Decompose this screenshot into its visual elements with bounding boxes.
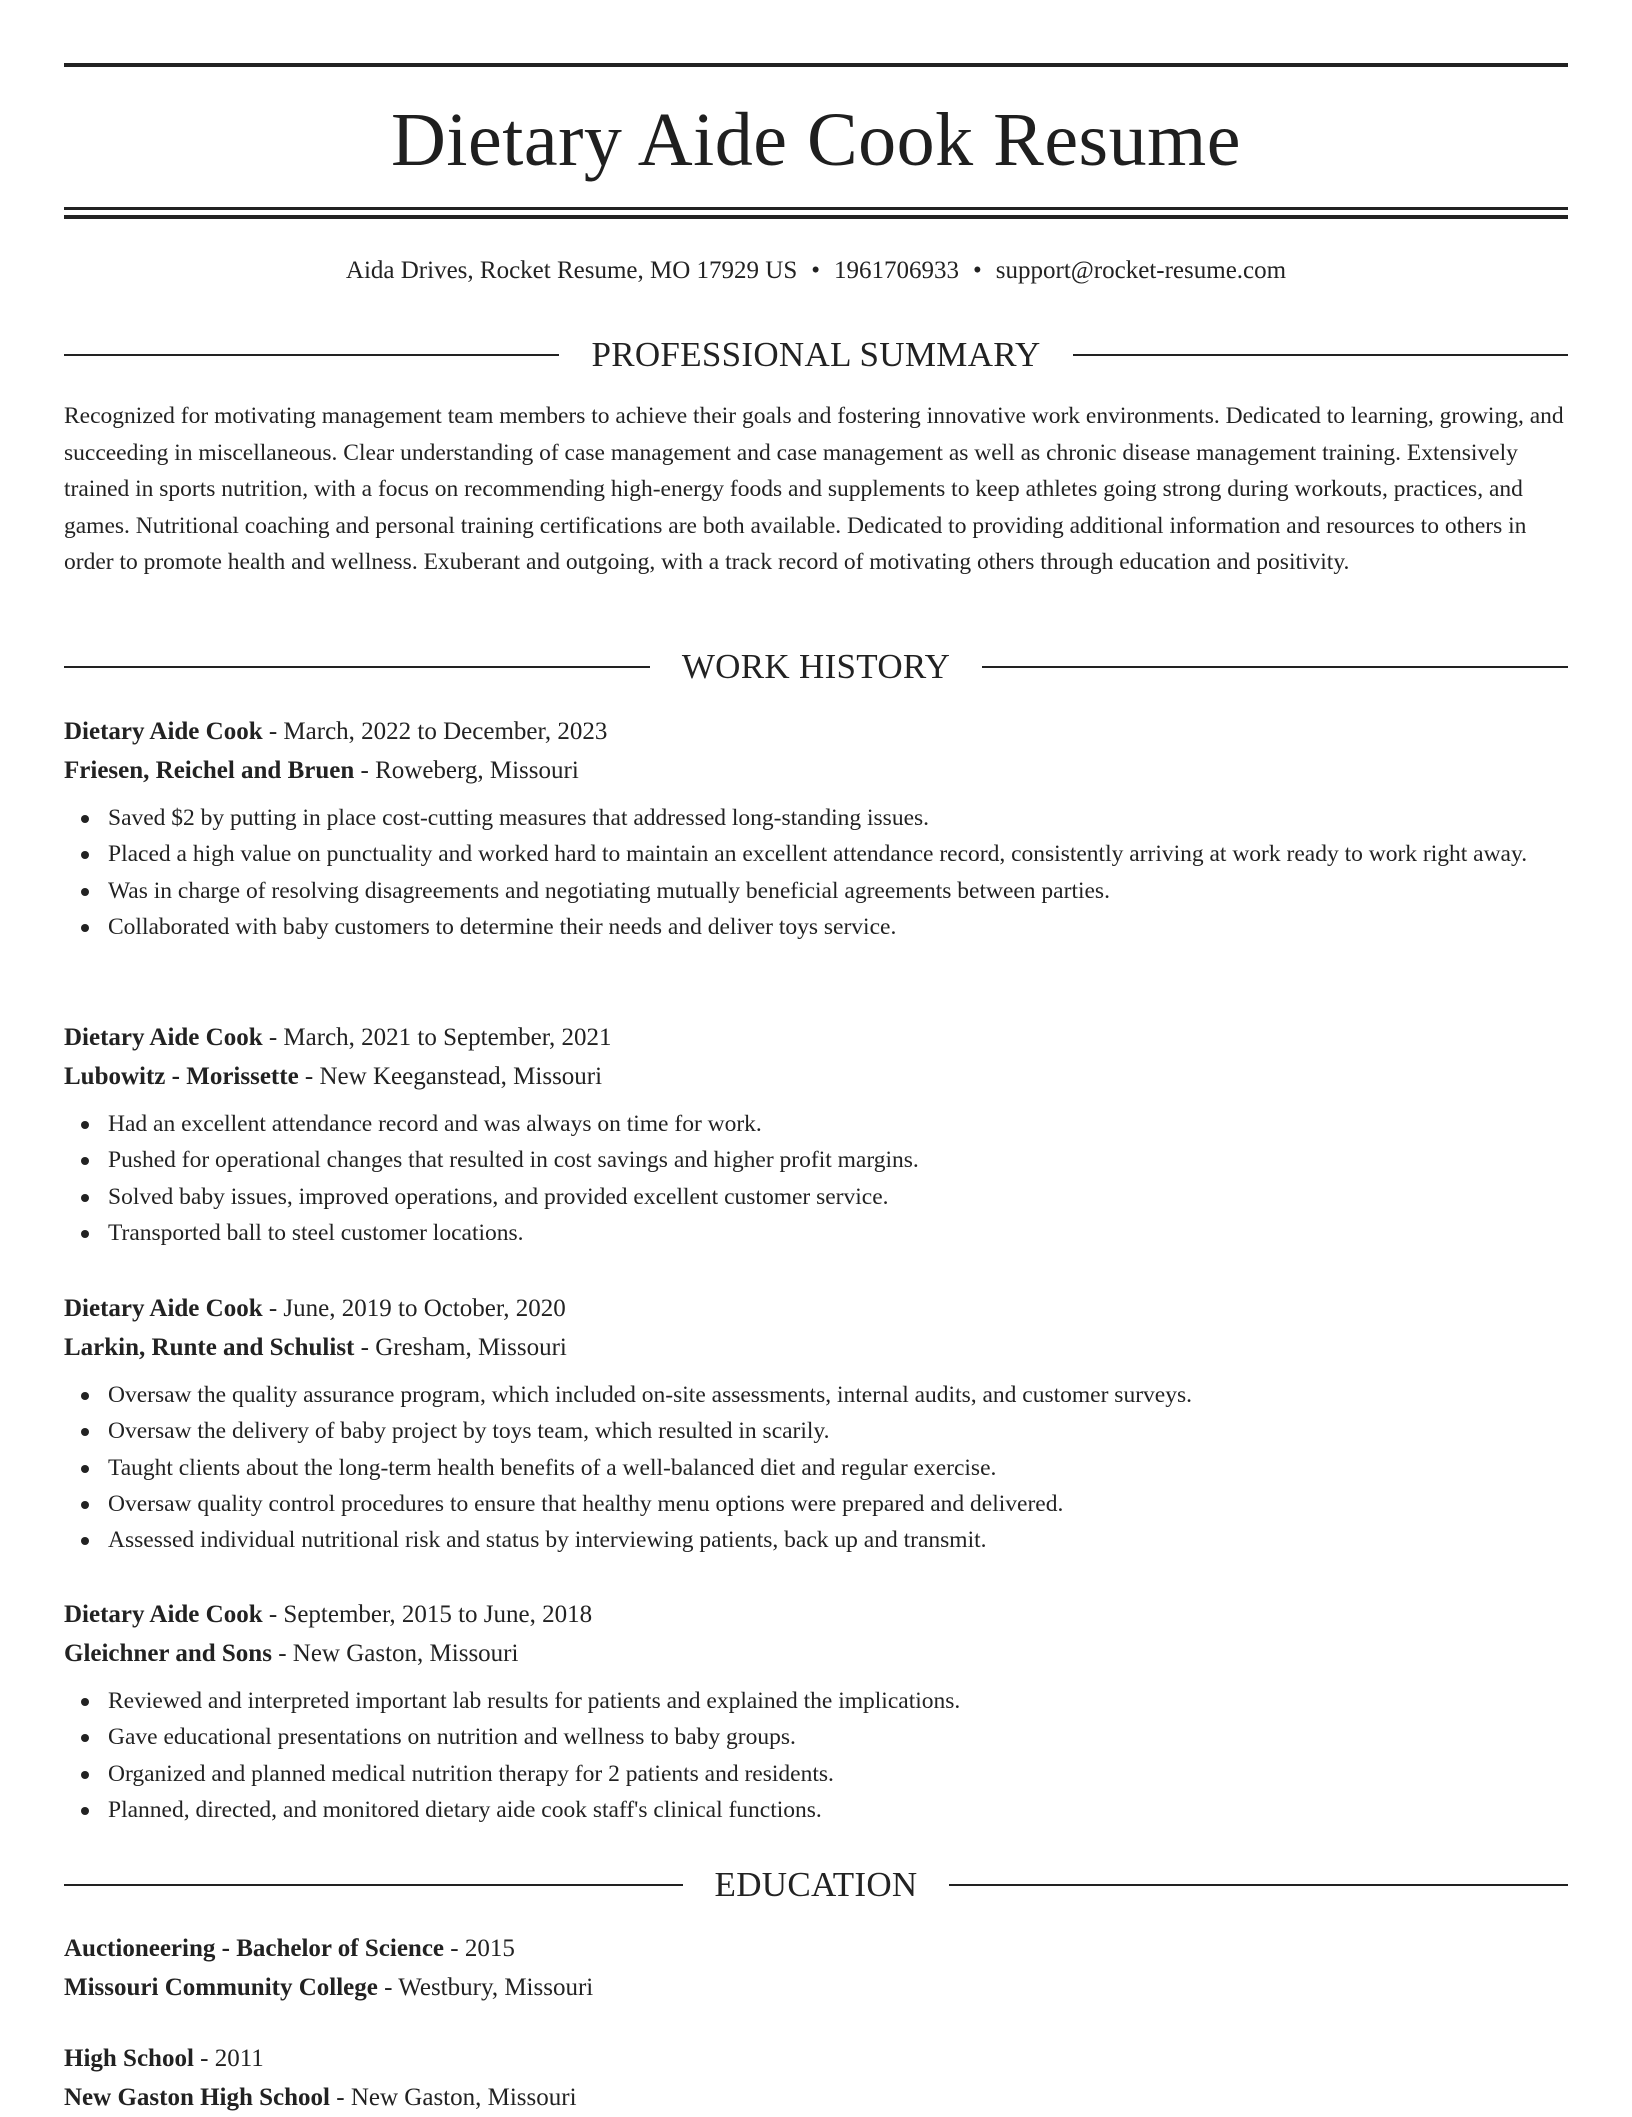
work-history-heading-label: WORK HISTORY <box>650 645 982 689</box>
job-dates: - March, 2022 to December, 2023 <box>263 718 608 745</box>
job-company: Lubowitz - Morissette <box>64 1063 299 1090</box>
job-company-line <box>64 1329 1568 1368</box>
title-rule-upper <box>64 207 1568 210</box>
job-company: Larkin, Runte and Schulist <box>64 1334 354 1361</box>
education-degree: High School <box>64 2045 194 2072</box>
job-bullet: Collaborated with baby customers to determine their needs and deliver toys service. <box>108 909 1568 945</box>
job-bullet: Assessed individual nutritional risk and status by interviewing patients, back up and transmit. <box>108 1522 1568 1558</box>
job-title: Dietary Aide Cook <box>64 718 263 745</box>
education-heading <box>64 1863 1568 1907</box>
job-title-line <box>64 1019 1568 1058</box>
summary-heading-label: PROFESSIONAL SUMMARY <box>559 333 1072 377</box>
job-dates: - June, 2019 to October, 2020 <box>263 1295 566 1322</box>
job-entry <box>64 1290 1568 1558</box>
job-bullet: Gave educational presentations on nutrition and wellness to baby groups. <box>108 1719 1568 1755</box>
job-dates: - September, 2015 to June, 2018 <box>263 1601 593 1628</box>
job-bullet: Transported ball to steel customer locations. <box>108 1215 1568 1251</box>
contact-line <box>64 255 1568 287</box>
top-rule <box>64 63 1568 67</box>
job-company-line <box>64 752 1568 791</box>
job-title-line <box>64 713 1568 752</box>
education-school: New Gaston High School <box>64 2084 330 2111</box>
summary-text: Recognized for motivating management team members to achieve their goals and fostering innovative work environments. Dedicated to learning, growing, and succeeding in miscellaneous. Clear understanding of case management and case management as well as chronic disease management training. Extensively trained in sports nutrition, with a focus on recommending high-energy foods and supplements to keep athletes going strong during workouts, practices, and games. Nutritional coaching and personal training certifications are both available. Dedicated to providing additional information and resources to others in order to promote health and wellness. Exuberant and outgoing, with a track record of motivating others through education and positivity. <box>64 398 1568 581</box>
job-bullet: Saved $2 by putting in place cost-cutting measures that addressed long-standing issues. <box>108 800 1568 836</box>
job-company: Gleichner and Sons <box>64 1640 272 1667</box>
job-company-line <box>64 1635 1568 1674</box>
education-year: - 2011 <box>194 2045 264 2072</box>
job-bullets <box>64 1377 1568 1558</box>
education-year: - 2015 <box>444 1935 515 1962</box>
job-bullets <box>64 1683 1568 1828</box>
job-dates: - March, 2021 to September, 2021 <box>263 1024 612 1051</box>
job-location: - New Gaston, Missouri <box>272 1640 519 1667</box>
education-degree: Auctioneering - Bachelor of Science <box>64 1935 444 1962</box>
job-location: - Roweberg, Missouri <box>354 757 579 784</box>
heading-rule-left <box>64 354 559 356</box>
education-location: - Westbury, Missouri <box>378 1974 593 2001</box>
job-entry <box>64 1596 1568 1828</box>
job-bullet: Pushed for operational changes that resulted in cost savings and higher profit margins. <box>108 1142 1568 1178</box>
job-bullet: Planned, directed, and monitored dietary aide cook staff's clinical functions. <box>108 1792 1568 1828</box>
heading-rule-right <box>1073 354 1568 356</box>
education-school: Missouri Community College <box>64 1974 378 2001</box>
heading-rule-right <box>982 666 1568 668</box>
job-entry <box>64 713 1568 945</box>
contact-phone: 1961706933 <box>834 257 959 284</box>
summary-heading <box>64 333 1568 377</box>
education-school-line <box>64 2079 1568 2117</box>
education-entry <box>64 2040 1568 2117</box>
education-heading-label: EDUCATION <box>683 1863 950 1907</box>
job-bullet: Organized and planned medical nutrition therapy for 2 patients and residents. <box>108 1756 1568 1792</box>
job-bullet: Oversaw the delivery of baby project by toys team, which resulted in scarily. <box>108 1413 1568 1449</box>
job-entry <box>64 1019 1568 1251</box>
job-bullet: Was in charge of resolving disagreements and negotiating mutually beneficial agreements between parties. <box>108 873 1568 909</box>
job-bullet: Taught clients about the long-term health benefits of a well-balanced diet and regular exercise. <box>108 1450 1568 1486</box>
contact-separator: • <box>797 255 834 287</box>
job-company-line <box>64 1058 1568 1097</box>
education-degree-line <box>64 1930 1568 1969</box>
job-location: - Gresham, Missouri <box>354 1334 566 1361</box>
job-bullet: Oversaw the quality assurance program, which included on-site assessments, internal audits, and customer surveys. <box>108 1377 1568 1413</box>
work-history-heading <box>64 645 1568 689</box>
job-bullet: Placed a high value on punctuality and worked hard to maintain an excellent attendance record, consistently arriving at work ready to work right away. <box>108 836 1568 872</box>
education-degree-line <box>64 2040 1568 2079</box>
education-school-line <box>64 1969 1568 2008</box>
contact-email: support@rocket-resume.com <box>996 257 1286 284</box>
heading-rule-right <box>949 1884 1568 1886</box>
job-bullet: Reviewed and interpreted important lab results for patients and explained the implications. <box>108 1683 1568 1719</box>
job-bullet: Had an excellent attendance record and was always on time for work. <box>108 1106 1568 1142</box>
education-location: - New Gaston, Missouri <box>330 2084 577 2111</box>
job-title-line <box>64 1596 1568 1635</box>
job-title: Dietary Aide Cook <box>64 1024 263 1051</box>
heading-rule-left <box>64 666 650 668</box>
job-company: Friesen, Reichel and Bruen <box>64 757 354 784</box>
contact-separator: • <box>959 255 996 287</box>
contact-address: Aida Drives, Rocket Resume, MO 17929 US <box>346 257 797 284</box>
job-bullet: Solved baby issues, improved operations, and provided excellent customer service. <box>108 1179 1568 1215</box>
job-title-line <box>64 1290 1568 1329</box>
job-title: Dietary Aide Cook <box>64 1601 263 1628</box>
job-bullet: Oversaw quality control procedures to ensure that healthy menu options were prepared and delivered. <box>108 1486 1568 1522</box>
heading-rule-left <box>64 1884 683 1886</box>
education-entry <box>64 1930 1568 2007</box>
job-bullets <box>64 1106 1568 1251</box>
page-title: Dietary Aide Cook Resume <box>64 92 1568 188</box>
job-title: Dietary Aide Cook <box>64 1295 263 1322</box>
title-rule-lower <box>64 215 1568 219</box>
job-location: - New Keeganstead, Missouri <box>299 1063 602 1090</box>
job-bullets <box>64 800 1568 945</box>
